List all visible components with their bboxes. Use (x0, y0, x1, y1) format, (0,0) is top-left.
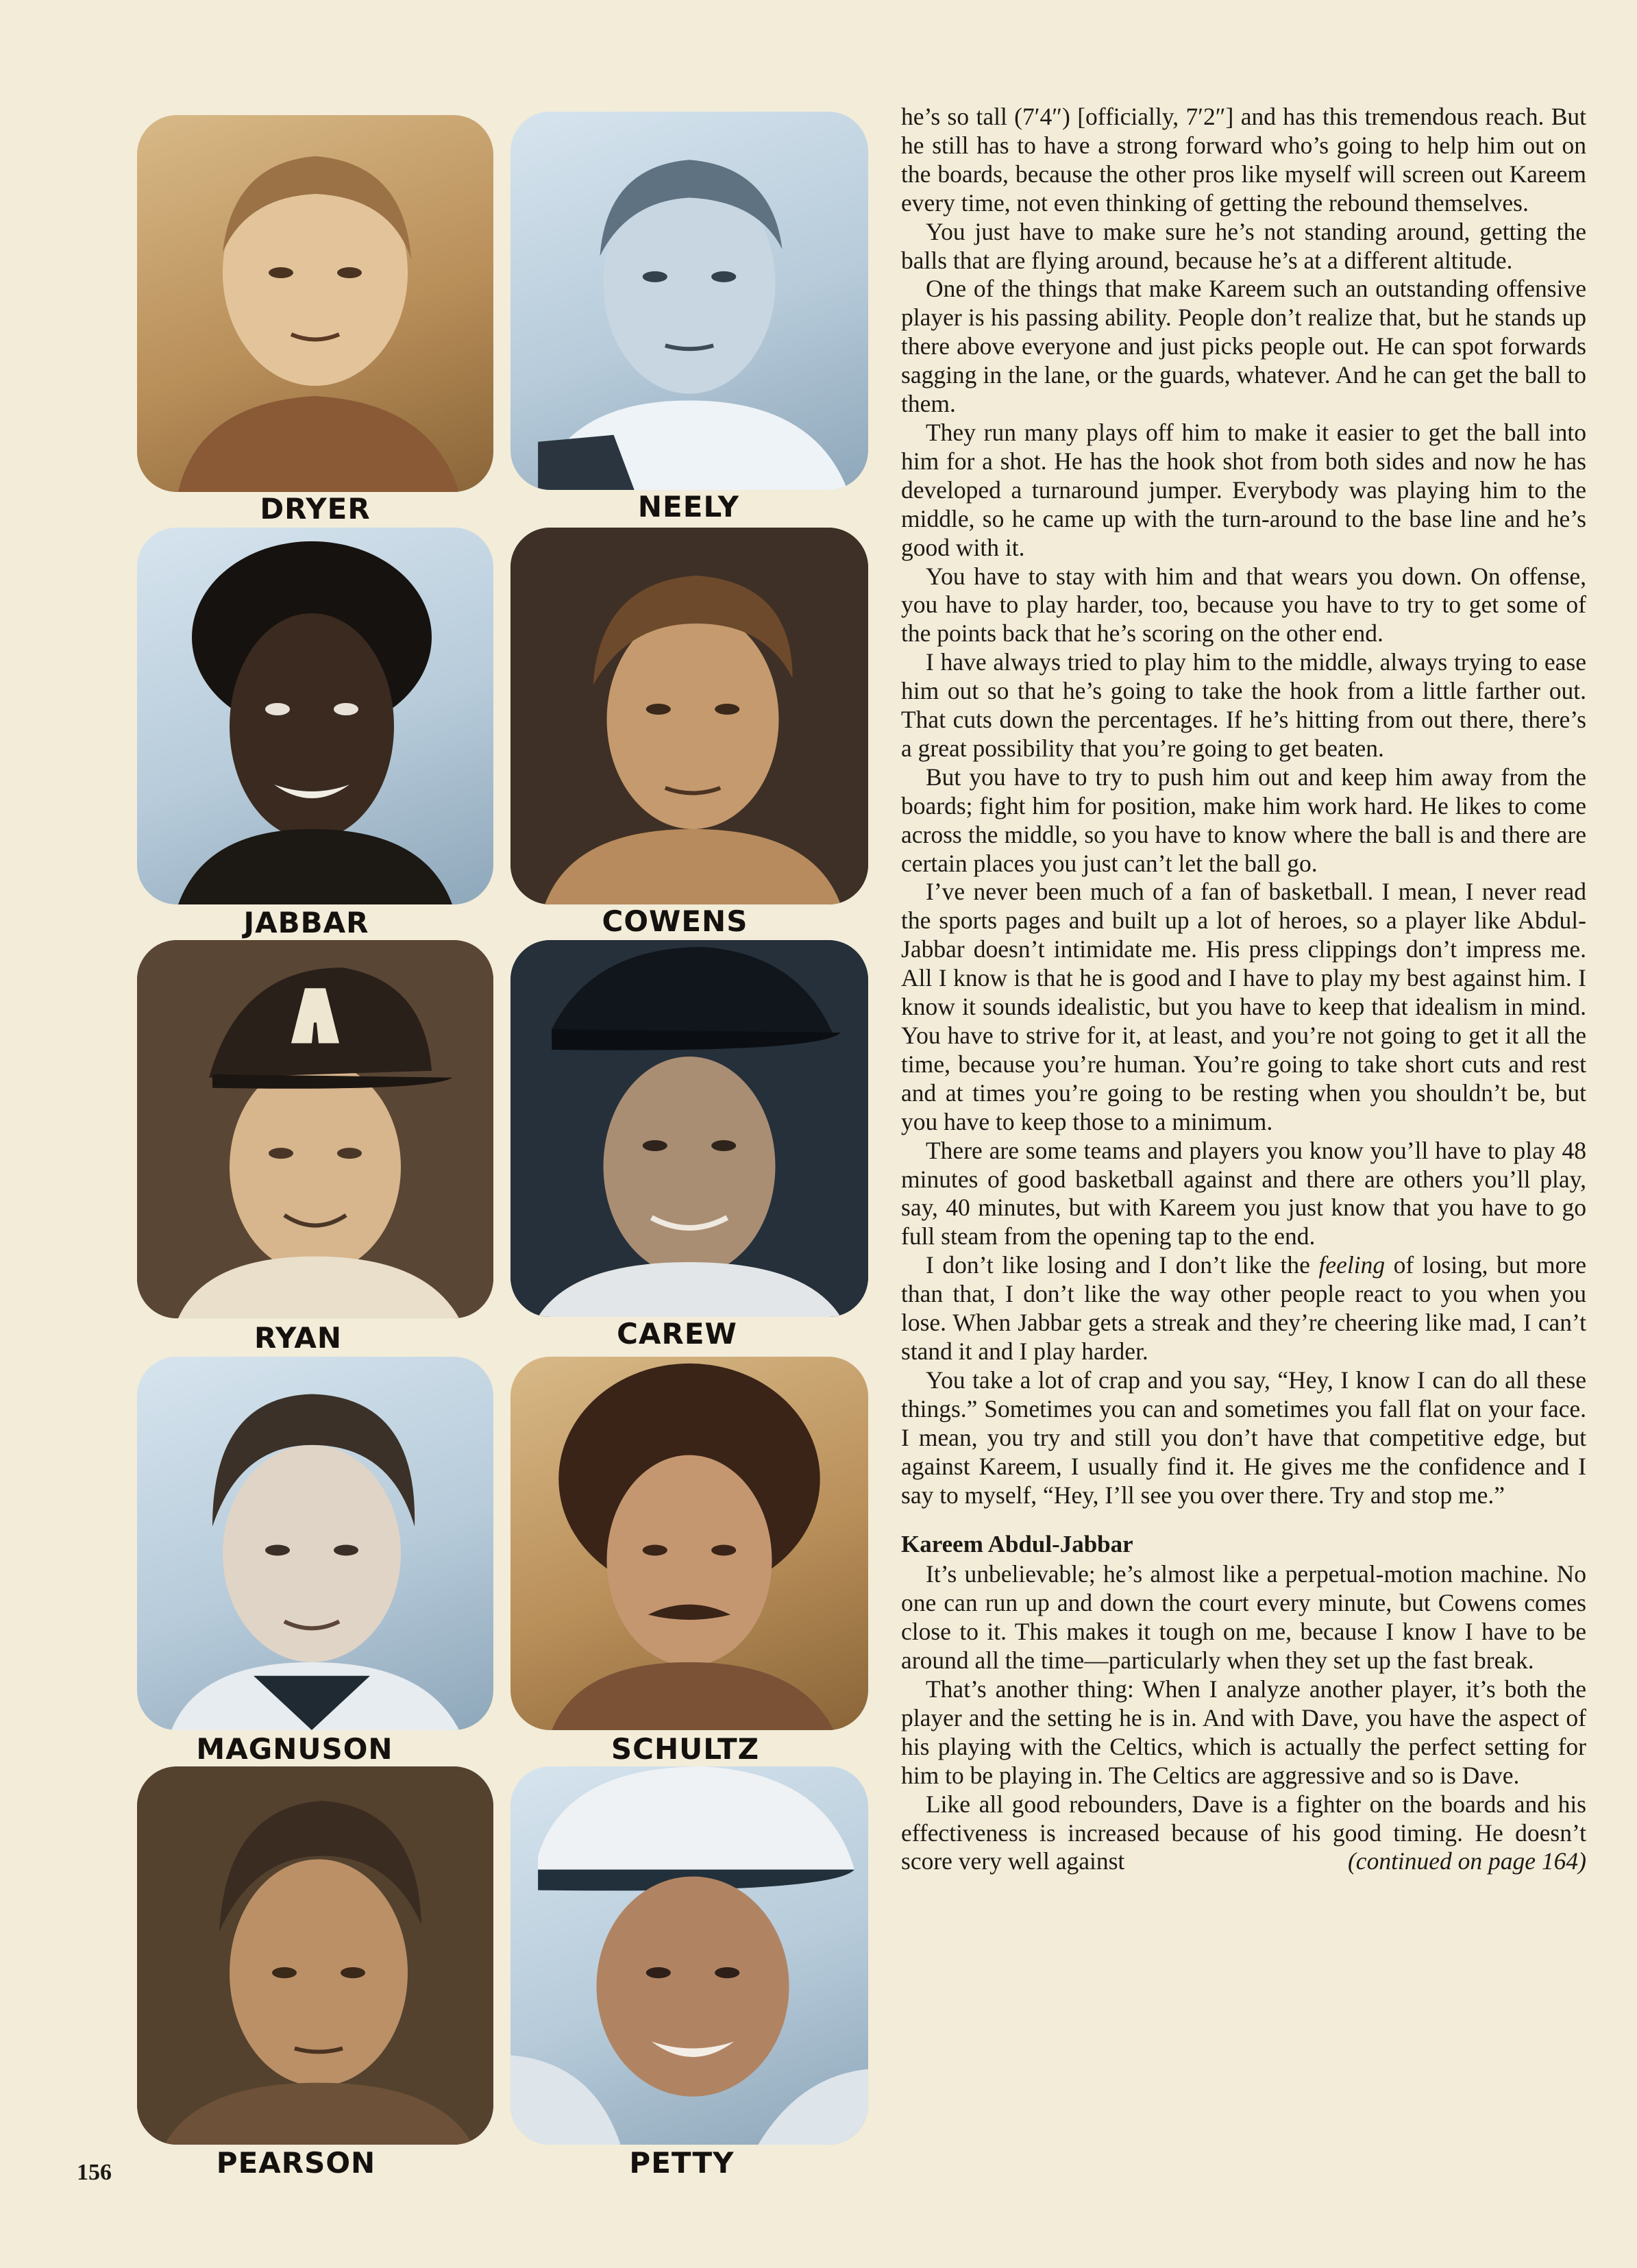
paragraph: he’s so tall (7′4″) [officially, 7′2″] and has this tremendous reach. But he still has to have a strong forward who’s going to help him out on the boards, because the other pros like myself will screen out Kareem every time, not even thinking of getting the rebound themselves. (901, 103, 1586, 217)
photo-caption: NEELY (637, 490, 740, 523)
section-heading: Kareem Abdul-Jabbar (901, 1531, 1133, 1558)
paragraph: They run many plays off him to make it easier to get the ball into him for a shot. He has the hook shot from both sides and now he has developed a turnaround jumper. Everybody was playing him to the middle, so he came up with the turn-around to the base line and he’s good with it. (901, 418, 1586, 561)
paragraph: You have to stay with him and that wears you down. On offense, you have to play harder, too, because you have to try to get some of the points back that he’s scoring on the other end. (901, 562, 1586, 648)
photo-neely (510, 112, 868, 490)
photo-cowens (510, 528, 868, 904)
paragraph (901, 1251, 1586, 1366)
paragraph: You just have to make sure he’s not standing around, getting the balls that are flying around, because he’s at a different altitude. (901, 217, 1586, 274)
photo-carew (510, 940, 868, 1317)
photo-caption: PEARSON (216, 2146, 376, 2180)
paragraph: I’ve never been much of a fan of basketball. I mean, I never read the sports pages and built up a lot of heroes, so a player like Abdul-Jabbar doesn’t intimidate me. His press clippings don’t impress me. All I know is that he is good and I have to play my best against him. I know it sounds idealistic, but you have to keep that idealism in mind. You have to strive for it, at least, and you’re not going to get it all the time, because you’re human. You’re going to take short cuts and rest and at times you’re going to be resting when you shouldn’t be, but you have to keep those to a minimum. (901, 878, 1586, 1135)
paragraph: There are some teams and players you know you’ll have to play 48 minutes of good basketball against and there are others you’ll play, say, 40 minutes, but with Kareem you just know that you have to go full steam from the opening tap to the end. (901, 1136, 1586, 1250)
photo-caption: DRYER (260, 492, 371, 526)
photo-caption: PETTY (629, 2146, 735, 2180)
text-run: I don’t like losing and I don’t like the (926, 1251, 1319, 1279)
paragraph (901, 1790, 1586, 1877)
paragraph: It’s unbelievable; he’s almost like a perpetual-motion machine. No one can run up and down the court every minute, but Cowens comes close to it. This makes it tough on me, because I know I have to be around all the time—particularly when they set up the fast break. (901, 1560, 1586, 1675)
emphasis: feeling (1318, 1251, 1386, 1279)
photo-caption: SCHULTZ (611, 1732, 760, 1766)
photo-caption: RYAN (254, 1321, 343, 1355)
photo-dryer (137, 115, 493, 492)
paragraph: One of the things that make Kareem such an outstanding offensive player is his passing ability. People don’t realize that, but he stands up there above everyone and just picks people out. He can spot forwards sagging in the lane, or the guards, whatever. And he can get the ball to them. (901, 275, 1586, 418)
photo-caption: JABBAR (243, 906, 369, 939)
photo-pearson (137, 1766, 493, 2145)
photo-caption: CAREW (617, 1317, 737, 1351)
paragraph: I have always tried to play him to the middle, always trying to ease him out so that he’s going to take the hook from a little farther out. That cuts down the percentages. If he’s hitting from out there, there’s a great possibility that you’re going to get beaten. (901, 648, 1586, 762)
text-run: of losing, but more than that, I don’t like the way other people react to you when you lose. When Jabbar gets a streak and they’re cheering like mad, I can’t stand it and I play harder. (901, 1251, 1586, 1365)
page-number: 156 (77, 2160, 112, 2185)
text-run: Like all good rebounders, Dave is a fighter on the boards and his effectiveness is increased because of his good timing. He doesn’t score very well against (901, 1790, 1586, 1875)
paragraph: But you have to try to push him out and keep him away from the boards; fight him for position, make him work hard. He likes to come across the middle, so you have to know where the ball is and there are certain places you just can’t let the ball go. (901, 763, 1586, 877)
photo-ryan (137, 940, 493, 1318)
photo-caption: COWENS (602, 904, 748, 938)
photo-schultz (510, 1357, 868, 1730)
photo-caption: MAGNUSON (196, 1732, 393, 1766)
photo-petty (510, 1766, 868, 2145)
photo-magnuson (137, 1357, 493, 1730)
photo-jabbar (137, 528, 493, 904)
paragraph: That’s another thing: When I analyze another player, it’s both the player and the setting he is in. And with Dave, you have the aspect of his playing with the Celtics, which is actually the perfect setting for him to be playing in. The Celtics are aggressive and so is Dave. (901, 1675, 1586, 1789)
continued-note: (continued on page 164) (1347, 1847, 1586, 1875)
article-body (901, 103, 1586, 1876)
paragraph: You take a lot of crap and you say, “Hey, I know I can do all these things.” Sometimes you can and sometimes you fall flat on your face. I mean, you try and still you don’t have that competitive edge, but against Kareem, I usually find it. He gives me the confidence and I say to myself, “Hey, I’ll see you over there. Try and stop me.” (901, 1366, 1586, 1509)
